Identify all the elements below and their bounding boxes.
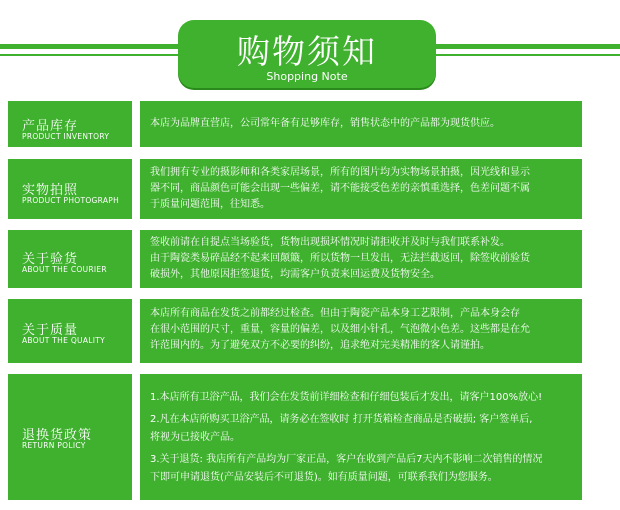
section-label (8, 374, 132, 500)
section-quality (8, 299, 582, 363)
section-content (140, 299, 582, 363)
section-label (8, 159, 132, 219)
section-line: 2.凡在本店所购买卫浴产品，请务必在签收时 打开货箱检查商品是否破损; 客户签单后, (150, 414, 533, 425)
section-photograph (8, 159, 582, 219)
section-content (140, 159, 582, 219)
section-content (140, 230, 582, 288)
section-content (140, 101, 582, 147)
section-title-zh: 产品库存 (22, 119, 79, 134)
page-subtitle: Shopping Note (266, 70, 348, 83)
section-title-en: ABOUT THE QUALITY (22, 336, 106, 345)
section-title-zh: 实物拍照 (22, 183, 79, 198)
section-line: 在很小范围的尺寸，重量，容量的偏差，以及细小针孔，气泡微小色差。这些都是在允 (150, 324, 530, 335)
header-rule-left (0, 44, 178, 49)
section-title-en: PRODUCT INVENTORY (22, 132, 110, 141)
section-line: 1.本店所有卫浴产品，我们会在发货前详细检查和仔细包装后才发出，请客户100%放心! (150, 392, 543, 403)
section-inventory (8, 101, 582, 147)
section-line: 许范围内的。为了避免双方不必要的纠纷，追求绝对完美精准的客人请谨拍。 (150, 340, 490, 351)
section-line: 将视为已接收产品。 (150, 432, 240, 443)
section-line: 破损外，其他原因拒签退货，均需客户负责来回运费及货物安全。 (150, 269, 440, 280)
section-title-en: PRODUCT PHOTOGRAPH (22, 196, 120, 205)
section-line: 签收前请在自提点当场验货，货物出现损坏情况时请拒收并及时与我们联系补发。 (150, 237, 510, 248)
section-title-zh: 退换货政策 (22, 428, 93, 443)
section-content (140, 374, 582, 500)
section-line: 3.关于退货: 我店所有产品均为厂家正品，客户在收到产品后7天内不影响二次销售的情况 (150, 454, 543, 465)
section-label (8, 230, 132, 288)
page-title: 购物须知 (237, 32, 377, 71)
section-courier (8, 230, 582, 288)
header-banner (178, 20, 436, 88)
section-line: 下即可申请退货(产品安装后不可退货)。如有质量问题，可联系我们为您服务。 (150, 472, 498, 483)
header-rule-right (436, 44, 620, 49)
section-label (8, 101, 132, 147)
section-line: 由于陶瓷类易碎品经不起来回颠簸，所以货物一旦发出，无法拦截返回，除签收前验货 (150, 253, 530, 264)
section-return-policy (8, 374, 582, 500)
section-line: 本店所有商品在发货之前都经过检查。但由于陶瓷产品本身工艺限制，产品本身会存 (150, 308, 520, 319)
header-rule-right-thin (436, 54, 620, 56)
section-line: 本店为品牌直营店，公司常年备有足够库存，销售状态中的产品都为现货供应。 (150, 118, 500, 129)
section-label (8, 299, 132, 363)
section-line: 我们拥有专业的摄影师和各类家居场景，所有的图片均为实物场景拍摄，因光线和显示 (150, 167, 530, 178)
section-title-zh: 关于质量 (22, 323, 79, 338)
header-rule-left-thin (0, 54, 178, 56)
section-title-en: ABOUT THE COURIER (22, 265, 107, 274)
section-title-en: RETURN POLICY (22, 441, 86, 450)
section-line: 于质量问题范围，往知悉。 (150, 199, 270, 210)
section-line: 器不同，商品颜色可能会出现一些偏差，请不能接受色差的亲慎重选择，色差问题不属 (150, 183, 530, 194)
section-title-zh: 关于验货 (22, 252, 79, 267)
